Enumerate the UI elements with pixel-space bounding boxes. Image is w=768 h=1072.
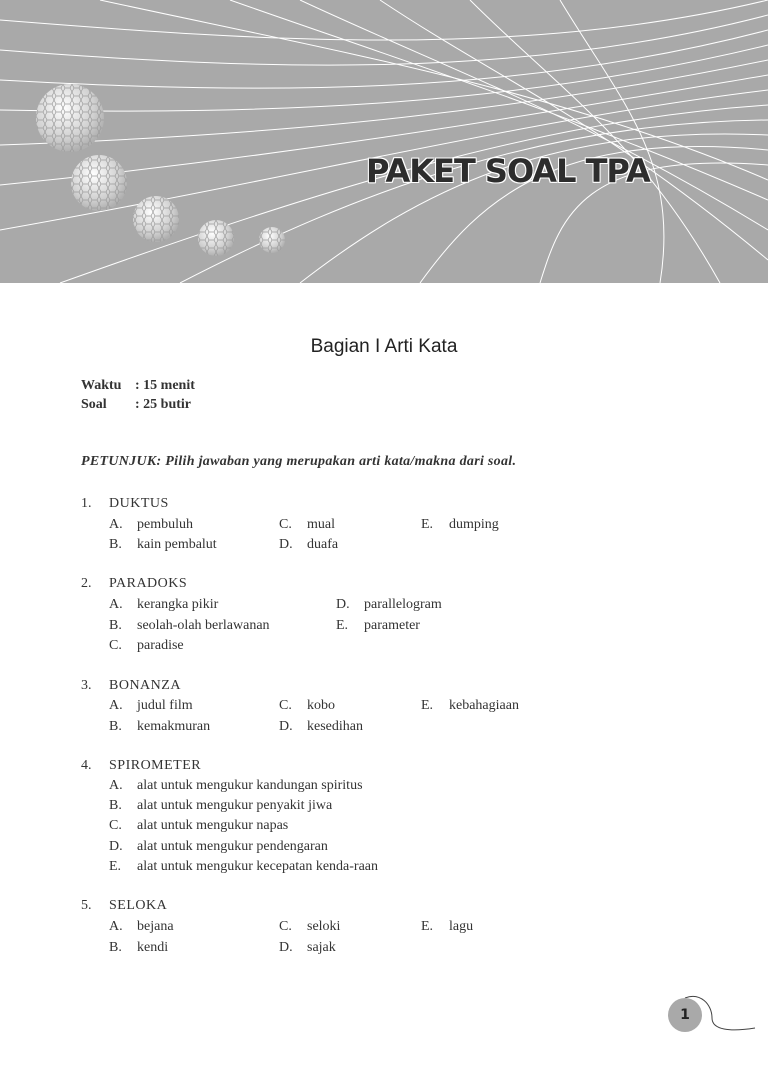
option-b: B. kendi [109,940,169,955]
question-number: 3. [81,678,92,693]
option-a: A. alat untuk mengukur kandungan spiritus [109,778,363,793]
question-count-label: Soal [81,397,107,412]
option-a: A. bejana [109,919,174,934]
option-d: D. duafa [279,537,339,552]
question-word: SELOKA [109,898,168,913]
option-b: B. alat untuk mengukur penyakit jiwa [109,798,333,813]
option-c: C. mual [279,517,335,532]
question-number: 2. [81,576,92,591]
option-e: E. lagu [421,919,474,934]
option-b: B. seolah-olah berlawanan [109,618,270,633]
question-count-info [81,397,191,413]
page-number-badge [660,990,760,1040]
page-number: 1 [668,998,702,1032]
option-d: D. alat untuk mengukur pendengaran [109,839,328,854]
time-label: Waktu [81,378,122,393]
question-word: DUKTUS [109,496,169,511]
time-value: : 15 menit [135,378,195,393]
option-a: A. kerangka pikir [109,597,219,612]
option-e: E. parameter [336,618,420,633]
question-number: 1. [81,496,92,511]
option-c: C. alat untuk mengukur napas [109,818,289,833]
option-e: E. alat untuk mengukur kecepatan kenda-raan [109,859,379,874]
question-number: 5. [81,898,92,913]
question-word: BONANZA [109,678,181,693]
option-a: A. pembuluh [109,517,193,532]
option-e: E. dumping [421,517,499,532]
option-a: A. judul film [109,698,193,713]
option-e: E. kebahagiaan [421,698,519,713]
banner-decoration [0,0,768,283]
section-title: Bagian I Arti Kata [310,336,458,357]
time-info [81,378,195,394]
instruction: PETUNJUK: Pilih jawaban yang merupakan arti kata/makna dari soal. [81,454,517,469]
option-d: D. parallelogram [336,597,442,612]
header-banner [0,0,768,283]
option-b: B. kemakmuran [109,719,211,734]
question-count-value: : 25 butir [135,397,191,412]
question-number: 4. [81,758,92,773]
option-b: B. kain pembalut [109,537,217,552]
option-d: D. kesedihan [279,719,363,734]
option-c: C. paradise [109,638,184,653]
question-word: SPIROMETER [109,758,202,773]
banner-title: PAKET SOAL TPA [366,152,650,190]
option-c: C. kobo [279,698,335,713]
option-d: D. sajak [279,940,336,955]
option-c: C. seloki [279,919,341,934]
question-word: PARADOKS [109,576,188,591]
